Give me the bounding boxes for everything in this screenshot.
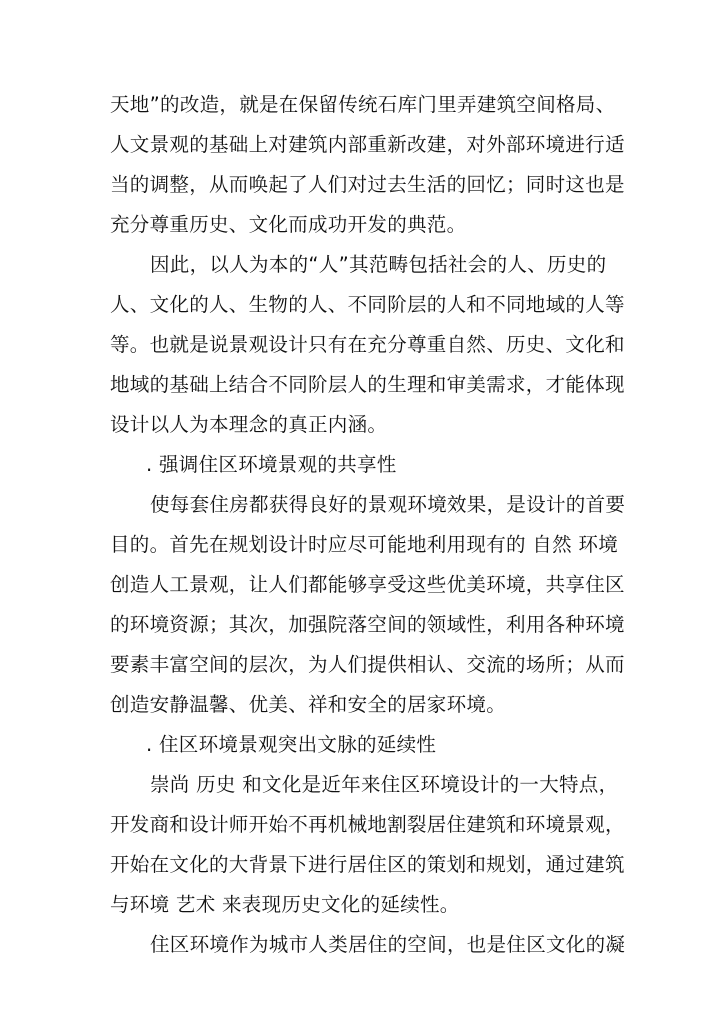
body-text-line: 开发商和设计师开始不再机械地割裂居住建筑和环境景观， (110, 813, 625, 836)
section-heading: . 强调住区环境景观的共享性 (146, 453, 397, 476)
body-text-line: 与环境 艺术 来表现历史文化的延续性。 (110, 893, 460, 916)
body-text-line: 创造安静温馨、优美、祥和安全的居家环境。 (110, 693, 507, 716)
body-text-line: 开始在文化的大背景下进行居住区的策划和规划，通过建筑 (110, 853, 625, 876)
paragraph-first-line: 因此，以人为本的“人”其范畴包括社会的人、历史的 (150, 253, 607, 276)
body-text-line: 当的调整，从而唤起了人们对过去生活的回忆；同时这也是 (110, 173, 625, 196)
body-text-line: 目的。首先在规划设计时应尽可能地利用现有的 自然 环境 (110, 533, 618, 556)
body-text-line: 人、文化的人、生物的人、不同阶层的人和不同地域的人等 (110, 293, 625, 316)
body-text-line: 地域的基础上结合不同阶层人的生理和审美需求，才能体现 (110, 373, 625, 396)
body-text-line: 人文景观的基础上对建筑内部重新改建，对外部环境进行适 (110, 133, 625, 156)
paragraph-first-line: 崇尚 历史 和文化是近年来住区环境设计的一大特点， (150, 773, 619, 796)
body-text-line: 天地”的改造，就是在保留传统石库门里弄建筑空间格局、 (110, 93, 616, 116)
body-text-line: 等。也就是说景观设计只有在充分尊重自然、历史、文化和 (110, 333, 625, 356)
body-text-line: 要素丰富空间的层次，为人们提供相认、交流的场所；从而 (110, 653, 625, 676)
body-text-line: 的环境资源；其次，加强院落空间的领域性，利用各种环境 (110, 613, 625, 636)
paragraph-first-line: 住区环境作为城市人类居住的空间，也是住区文化的凝 (150, 933, 626, 956)
body-text-line: 创造人工景观，让人们都能够享受这些优美环境，共享住区 (110, 573, 625, 596)
body-text-line: 设计以人为本理念的真正内涵。 (110, 413, 388, 436)
body-text-line: 充分尊重历史、文化而成功开发的典范。 (110, 213, 467, 236)
paragraph-first-line: 使每套住房都获得良好的景观环境效果，是设计的首要 (150, 493, 626, 516)
section-heading: . 住区环境景观突出文脉的延续性 (146, 733, 437, 756)
